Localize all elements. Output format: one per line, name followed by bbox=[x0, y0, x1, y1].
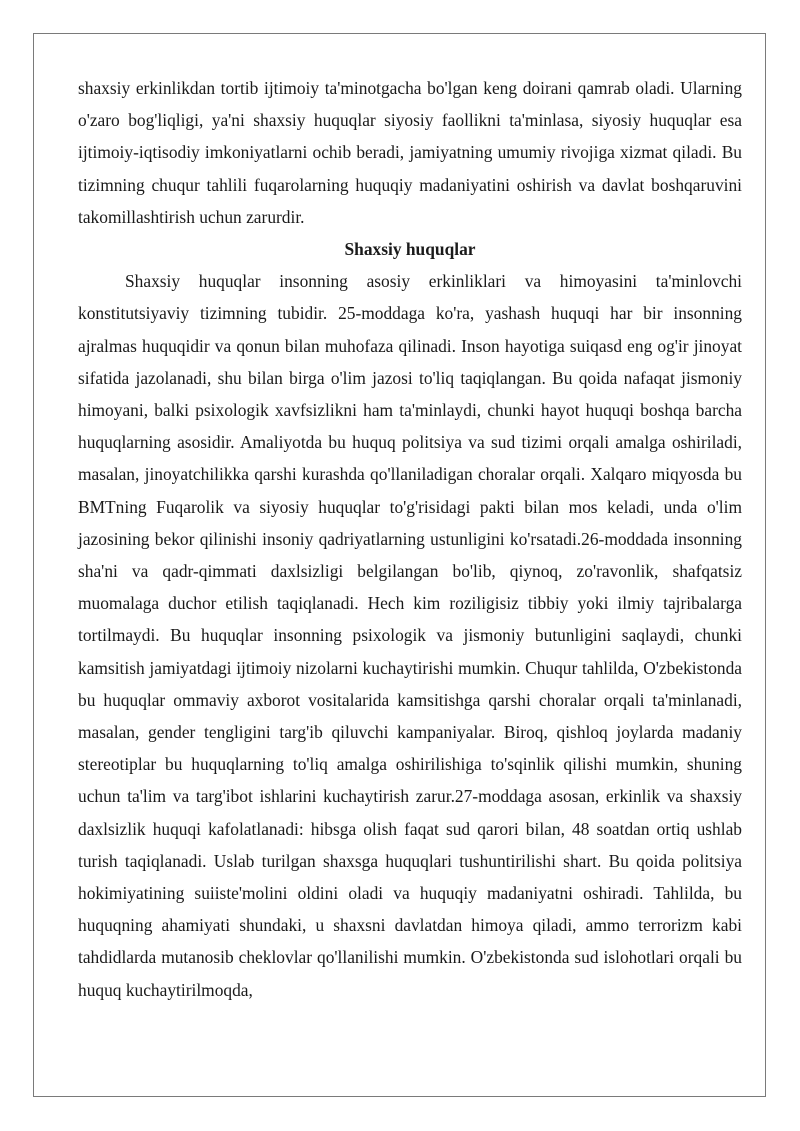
section-heading: Shaxsiy huquqlar bbox=[344, 239, 476, 260]
body-paragraph: Shaxsiy huquqlar insonning asosiy erkinliklari va himoyasini ta'minlovchi konstitutsiyaviy tizimning tubidir. 25-moddaga ko'ra, yashash huquqi har bir insonning ajralmas huquqidir va qonun bilan muhofaza qilinadi. Inson hayotiga suiqasd eng og'ir jinoyat sifatida jazolanadi, shu bilan birga o'lim jazosi to'liq taqiqlangan. Bu qoida nafaqat jismoniy himoyani, balki psixologik xavfsizlikni ham ta'minlaydi, chunki hayot huquqi boshqa barcha huquqlarning asosidir. Amaliyotda bu huquq politsiya va sud tizimi orqali amalga oshiriladi, masalan, jinoyatchilikka qarshi kurashda qo'llaniladigan choralar orqali. Xalqaro miqyosda bu BMTning Fuqarolik va siyosiy huquqlar to'g'risidagi pakti bilan mos keladi, unda o'lim jazosining bekor qilinishi insoniy qadriyatlarning ustunligini ko'rsatadi.26-moddada insonning sha'ni va qadr-qimmati daxlsizligi belgilangan bo'lib, qiynoq, zo'ravonlik, shafqatsiz muomalaga duchor etilish taqiqlanadi. Hech kim roziligisiz tibbiy yoki ilmiy tajribalarga tortilmaydi. Bu huquqlar insonning psixologik va jismoniy butunligini saqlaydi, chunki kamsitish jamiyatdagi ijtimoiy nizolarni kuchaytirishi mumkin. Chuqur tahlilda, O'zbekistonda bu huquqlar ommaviy axborot vositalarida kamsitishga qarshi choralar orqali ta'minlanadi, masalan, gender tengligini targ'ib qiluvchi kampaniyalar. Biroq, qishloq joylarda madaniy stereotiplar bu huquqlarning to'liq amalga oshirilishiga to'sqinlik qilishi mumkin, shuning uchun ta'lim va targ'ibot ishlarini kuchaytirish zarur.27-moddaga asosan, erkinlik va shaxsiy daxlsizlik huquqi kafolatlanadi: hibsga olish faqat sud qarori bilan, 48 soatdan ortiq ushlab turish taqiqlanadi. Uslab turilgan shaxsga huquqlari tushuntirilishi shart. Bu qoida politsiya hokimiyatining suiiste'molini oldini oladi va huquqiy madaniyatni oshiradi. Tahlilda, bu huquqning ahamiyati shundaki, u shaxsni davlatdan himoya qiladi, ammo terrorizm kabi tahdidlarda mutanosib cheklovlar qo'llanilishi mumkin. O'zbekistonda sud islohotlari orqali bu huquq kuchaytirilmoqda, bbox=[78, 271, 742, 1000]
document-text bbox=[78, 72, 742, 1006]
intro-paragraph: shaxsiy erkinlikdan tortib ijtimoiy ta'minotgacha bo'lgan keng doirani qamrab oladi. Ularning o'zaro bog'liqligi, ya'ni shaxsiy huquqlar siyosiy faollikni ta'minlasa, siyosiy huquqlar esa ijtimoiy-iqtisodiy imkoniyatlarni ochib beradi, jamiyatning umumiy rivojiga xizmat qiladi. Bu tizimning chuqur tahlili fuqarolarning huquqiy madaniyatini oshirish va davlat boshqaruvini takomillashtirish uchun zarurdir. bbox=[78, 78, 742, 227]
